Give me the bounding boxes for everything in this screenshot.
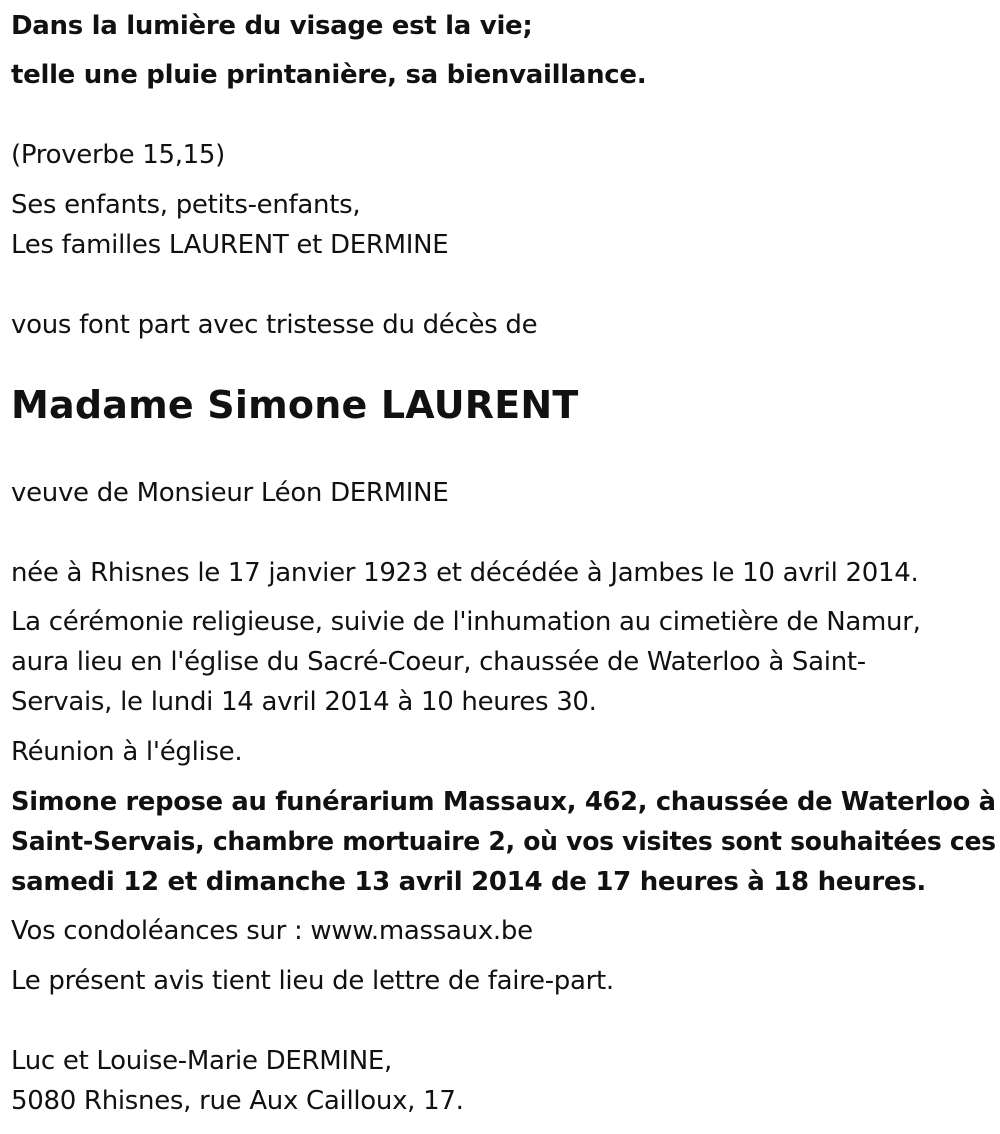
ceremony-line-3: Servais, le lundi 14 avril 2014 à 10 heures 30. bbox=[11, 687, 597, 717]
gathering-text: Réunion à l'église. bbox=[11, 737, 243, 767]
proverb-citation: (Proverbe 15,15) bbox=[11, 140, 226, 170]
epigraph-line-1: Dans la lumière du visage est la vie; bbox=[11, 11, 533, 41]
visitation-line-3: samedi 12 et dimanche 13 avril 2014 de 17 heures à 18 heures. bbox=[11, 867, 926, 897]
condolences-text: Vos condoléances sur : www.massaux.be bbox=[11, 916, 533, 946]
visitation-line-2: Saint-Servais, chambre mortuaire 2, où vos visites sont souhaitées ces bbox=[11, 827, 996, 857]
birth-death-text: née à Rhisnes le 17 janvier 1923 et décédée à Jambes le 10 avril 2014. bbox=[11, 558, 919, 588]
contact-address: 5080 Rhisnes, rue Aux Cailloux, 17. bbox=[11, 1086, 464, 1116]
deceased-name: Madame Simone LAURENT bbox=[11, 383, 579, 427]
spouse-text: veuve de Monsieur Léon DERMINE bbox=[11, 478, 449, 508]
ceremony-line-2: aura lieu en l'église du Sacré-Coeur, chaussée de Waterloo à Saint- bbox=[11, 647, 866, 677]
epigraph-line-2: telle une pluie printanière, sa bienvaillance. bbox=[11, 60, 647, 90]
family-line-2: Les familles LAURENT et DERMINE bbox=[11, 230, 449, 260]
contact-name: Luc et Louise-Marie DERMINE, bbox=[11, 1046, 392, 1076]
visitation-line-1: Simone repose au funérarium Massaux, 462, chaussée de Waterloo à bbox=[11, 787, 996, 817]
announcement-text: vous font part avec tristesse du décès de bbox=[11, 310, 538, 340]
family-line-1: Ses enfants, petits-enfants, bbox=[11, 190, 361, 220]
notice-note: Le présent avis tient lieu de lettre de faire-part. bbox=[11, 966, 614, 996]
ceremony-line-1: La cérémonie religieuse, suivie de l'inhumation au cimetière de Namur, bbox=[11, 607, 921, 637]
